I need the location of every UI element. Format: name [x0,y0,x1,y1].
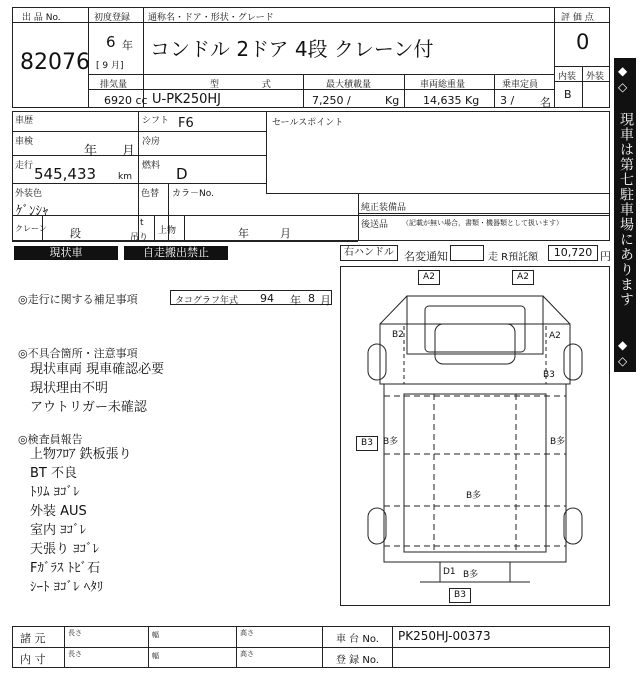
divider [12,241,358,242]
tacho-label: タコグラフ年式 [175,296,239,306]
displacement-label: 排気量 [100,80,128,90]
ac-label: 冷房 [142,137,161,147]
divider [88,74,554,75]
aftermarket-note: （記載が無い場合，書類・機器類として扱います） [402,219,563,227]
divider [392,626,393,668]
inspector-item: 上物ﾌﾛｱ 鉄板張り [30,447,132,462]
max-load-label: 最大積載量 [326,80,372,90]
divider [12,131,266,132]
gvw-label: 車両総重量 [420,80,466,90]
inspection-year: 年 [84,144,98,159]
colorno-label: カラ－No. [172,189,214,199]
divider [12,647,610,648]
damage-tag-a2-top-right: A2 [512,270,534,285]
damage-mark-b-bottom: B多 [463,570,479,580]
chassis-label: 車 台 No. [336,634,379,645]
fuel-value: D [176,165,188,183]
grade-value: 0 [576,30,590,54]
inspector-item: Fｶﾞﾗｽ ﾄﾋﾞ石 [30,561,101,576]
divider [154,215,155,241]
damage-mark-b-right: B多 [550,437,566,447]
footer-width: 幅 [152,631,159,639]
sales-point-label: セールスポイント [272,118,344,128]
damage-mark-b2: B2 [392,330,404,340]
fuel-label: 燃料 [142,161,161,171]
interior-label: 内装 [558,72,577,82]
defect-title: ◎不具合箇所・注意事項 [18,347,138,360]
reg-no-label: 登 録 No. [336,655,379,666]
footer-specs-label: 諸 元 [20,632,46,645]
divider [582,66,583,108]
exterior-label: 外装 [586,72,605,82]
shift-label: シフト [142,116,170,126]
footer-width-2: 幅 [152,652,159,660]
crane-t: t [140,218,144,228]
inspector-item: ﾄﾘﾑ ﾖｺﾞﾚ [30,485,80,500]
no-self-drive-badge: 自走搬出禁止 [124,246,228,260]
divider [148,626,149,668]
inspector-item: ｼｰﾄ ﾖｺﾞﾚ ﾍﾀﾘ [30,580,104,595]
footer-height: 高さ [240,629,254,637]
history-label: 車歴 [15,116,34,126]
divider [358,193,359,241]
mileage-unit: km [118,172,132,182]
side-diamond: ◇ [618,354,628,368]
damage-tag-b3-bottom: B3 [449,588,471,603]
damage-mark-b-center: B多 [466,491,482,501]
divider [88,89,554,90]
footer-length-2: 長さ [68,650,82,658]
divider [404,74,405,108]
footer-inner-label: 内 寸 [20,653,46,666]
capacity-unit: 名 [540,96,551,109]
color-value: ｹﾞﾝｼｬ [16,204,49,219]
divider [266,111,267,193]
inspector-item: 天張り ﾖｺﾞﾚ [30,542,100,557]
side-diamond: ◆ [618,64,628,78]
capacity: 3 / [500,94,515,107]
crane-label: クレーン [15,224,47,233]
upper-month: 月 [280,227,291,240]
divider [358,213,610,214]
aftermarket-label: 後送品 [361,220,389,230]
footer-length: 長さ [68,629,82,637]
supp-title: ◎走行に関する補足事項 [18,293,138,306]
current-car-badge: 現状車 [14,246,118,260]
inspector-item: 室内 ﾖｺﾞﾚ [30,523,87,538]
color-label: 外装色 [15,189,43,199]
colorcode-label: 色替 [141,189,160,199]
tacho-year-unit: 年 [290,294,301,307]
crane-stage: 段 [70,227,81,240]
name-change-label: 名変通知 [404,250,448,263]
divider [12,215,610,216]
max-load-unit: Kg [385,94,400,107]
rhd-box: 右ハンドル [340,245,398,261]
crane-hook: 吊り [130,233,149,243]
divider [64,626,65,668]
damage-mark-b-left: B多 [383,437,399,447]
divider [12,183,266,184]
side-diamond: ◆ [618,338,628,352]
lot-no-label: 出 品 No. [22,13,61,23]
defect-item: アウトリガー未確認 [30,400,147,415]
inspection-label: 車検 [15,137,34,147]
divider [236,626,237,668]
gvw: 14,635 Kg [423,94,480,107]
side-banner-text: 現車は第七駐車場にあります [618,112,634,307]
truck-outline-diagram [340,266,610,606]
defect-item: 現状理由不明 [30,381,109,396]
upper-year: 年 [238,227,249,240]
divider [184,215,185,241]
first-reg-label: 初度登録 [94,13,131,23]
mileage-value: 545,433 [34,165,97,183]
divider [303,74,304,108]
shift-value: F6 [178,116,194,131]
displacement: 6920 cc [104,94,148,107]
interior-grade: B [564,88,572,101]
max-load: 7,250 / [312,94,351,107]
inspector-title: ◎検査員報告 [18,433,83,446]
grade-label: 評 価 点 [561,13,594,23]
inspector-item: 外装 AUS [30,504,87,519]
damage-mark-b3-right: B3 [543,370,555,380]
tacho-month: 8 [308,292,315,305]
divider [322,626,323,668]
equip-label: 純正装備品 [361,203,407,213]
lot-no: 82076 [20,50,90,75]
inspection-month: 月 [122,144,136,159]
side-diamond: ◇ [618,80,628,94]
footer-height-2: 高さ [240,650,254,658]
deposit-value: 10,720 [548,245,598,261]
vehicle-title: コンドル 2ドア 4段 クレーン付 [150,37,434,61]
divider [143,7,144,108]
name-label: 通称名・ドア・形状・グレード [148,13,274,23]
capacity-label: 乗車定員 [502,80,539,90]
chassis-no: PK250HJ-00373 [398,629,491,643]
model: U-PK250HJ [152,92,221,107]
model-label: 型 式 [210,80,271,90]
divider [266,193,610,194]
damage-tag-b3-left: B3 [356,436,378,451]
damage-tag-a2-top-left: A2 [418,270,440,285]
name-change-box [450,245,484,261]
yen-label: 円 [600,250,611,263]
divider [494,74,495,108]
defect-item: 現状車両 現車確認必要 [30,362,165,377]
reg-month: [ 9 月] [96,61,124,71]
mileage-label: 走行 [15,161,34,171]
tacho-year: 94 [260,292,274,305]
deposit-label: 走 R預託額 [488,252,539,263]
reg-year: 6 [106,33,116,51]
inspector-item: BT 不良 [30,466,77,481]
damage-mark-d1: D1 [443,567,456,577]
tacho-month-unit: 月 [320,294,331,307]
upper-label: 上物 [158,226,177,236]
divider [12,155,266,156]
reg-year-unit: 年 [122,39,133,52]
damage-mark-a2-right: A2 [549,331,561,341]
